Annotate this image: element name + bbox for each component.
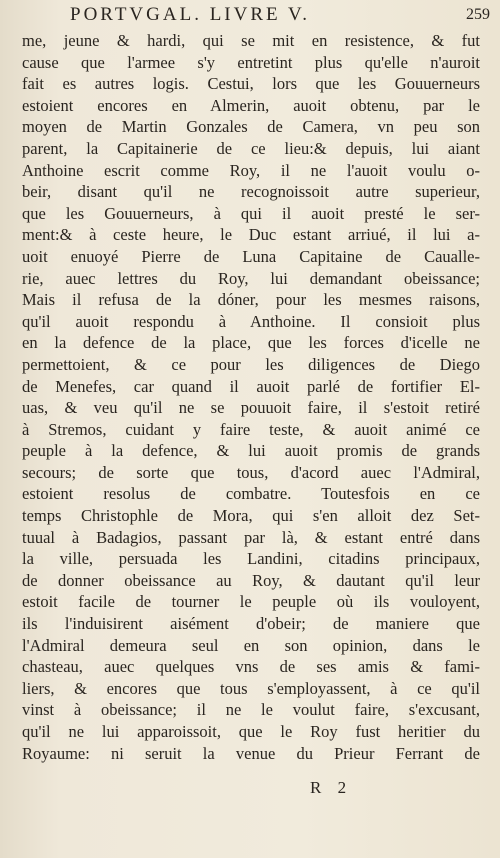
text-line: peuple à la defence, & lui auoit promis de grands [22, 441, 480, 461]
text-line: à Stremos, cuidant y faire teste, & auoit animé ce [22, 419, 480, 439]
text-line: estoient resolus de combatre. Toutesfois en ce [22, 484, 480, 504]
text-line: estoit facile de tourner le peuple où ils vouloyent, [22, 592, 480, 612]
text-line: permettoient, & ce pour les diligences de Diego [22, 354, 480, 374]
text-line: qu'il auoit respondu à Anthoine. Il consioit plus [22, 311, 480, 331]
text-line: qu'il ne lui apparoissoit, que le Roy fust heritier du [22, 722, 480, 741]
text-line: tuual à Badagios, passant par là, & estant entré dans [22, 527, 480, 547]
text-line: me, jeune & hardi, qui se mit en resistence, & fut [22, 31, 480, 50]
text-line: estoient encores en Almerin, auoit obtenu, par le [22, 95, 480, 115]
text-line: en la defence de la place, que les forces d'icelle ne [22, 333, 480, 353]
text-line: uas, & veu qu'il ne se pouuoit faire, il s'estoit retiré [22, 398, 480, 418]
text-line: la ville, persuada les Landini, citadins principaux, [22, 549, 480, 569]
text-line: beir, disant qu'il ne recognoissoit autre superieur, [22, 182, 480, 202]
text-line: liers, & encores que tous s'employassent, à ce qu'il [22, 678, 480, 698]
text-line: ment:& à ceste heure, le Duc estant arriué, il lui a- [22, 225, 480, 245]
body-text [22, 30, 480, 764]
text-line: de donner obeissance au Roy, & dautant qu'il leur [22, 570, 480, 590]
text-line: chasteau, auec quelques vns de ses amis & fami- [22, 657, 480, 677]
text-line: fait es autres logis. Cestui, lors que les Gouuerneurs [22, 74, 480, 94]
text-line: que les Gouuerneurs, à qui il auoit presté le ser- [22, 203, 480, 223]
text-line: de Menefes, car quand il auoit parlé de fortifier El- [22, 376, 480, 396]
text-line: ils l'induisirent aisément d'obeir; de maniere que [22, 614, 480, 634]
page-number: 259 [466, 6, 490, 23]
text-line: secours; de sorte que tous, d'acord auec l'Admiral, [22, 462, 480, 482]
text-line: rie, auec lettres du Roy, lui demandant obeissance; [22, 268, 480, 288]
text-line: cause que l'armee s'y entretint plus qu'elle n'auroit [22, 52, 480, 72]
text-line: parent, la Capitainerie de ce lieu:& depuis, lui aiant [22, 138, 480, 158]
text-line: Mais il refusa de la dóner, pour les mesmes raisons, [22, 290, 480, 310]
text-line: temps Christophle de Mora, qui s'en alloit dez Set- [22, 506, 480, 526]
signature-mark: R 2 [310, 778, 353, 797]
text-line: moyen de Martin Gonzales de Camera, vn peu son [22, 117, 480, 137]
text-line: vinst à obeissance; il ne le voulut faire, s'excusant, [22, 700, 480, 720]
text-line: uoit enuoyé Pierre de Luna Capitaine de Caualle- [22, 246, 480, 266]
running-title: PORTVGAL. LIVRE V. [70, 4, 311, 25]
running-head [60, 4, 490, 26]
text-line: Royaume: ni seruit la venue du Prieur Ferrant de [22, 743, 480, 763]
text-line: l'Admiral demeura seul en son opinion, dans le [22, 635, 480, 655]
text-line: Anthoine escrit comme Roy, il ne l'auoit voulu o- [22, 160, 480, 180]
